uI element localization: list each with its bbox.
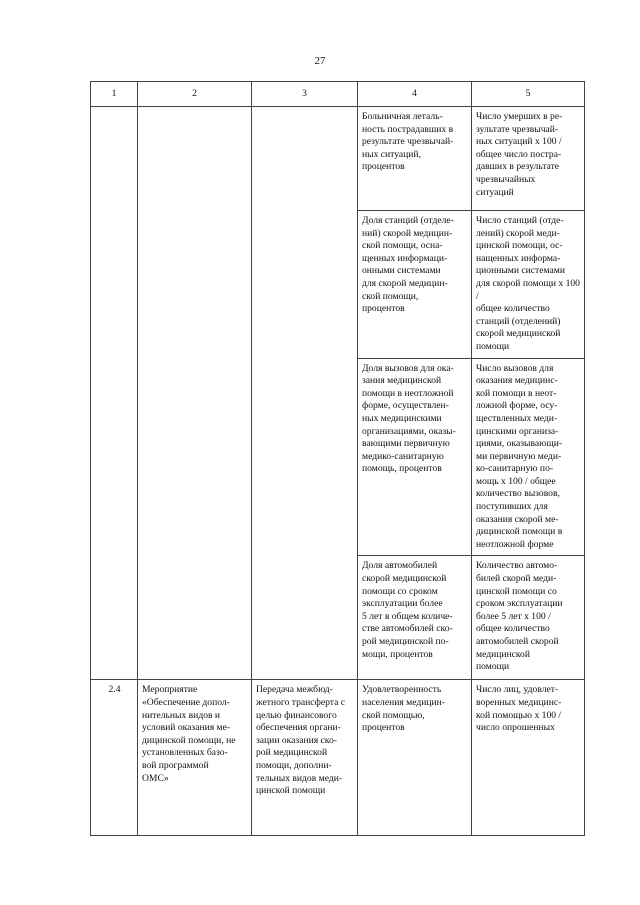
- indicator-name-cell: Больничная леталь- ность пострадавших в результате чрезвычай- ных ситуаций, процентов: [358, 107, 472, 211]
- header-cell: 5: [472, 82, 585, 107]
- table-header-row: [91, 82, 585, 107]
- indicator-name-cell: Доля автомобилей скорой медицинской помощи со сроком эксплуатации более 5 лет в общем количе- стве автомобилей ско- рой медицинской по- мощи, процентов: [358, 556, 472, 680]
- header-cell: 2: [138, 82, 252, 107]
- header-cell: 1: [91, 82, 138, 107]
- measure-cell: Мероприятие «Обеспечение допол- нительных видов и условий оказания ме- дицинской помощи, не установленных базо- вой программой ОМС»: [138, 680, 252, 836]
- indicator-formula-cell: Число умерших в ре- зультате чрезвычай- ных ситуаций х 100 / общее число постра- давших в результате чрезвычайных ситуаций: [472, 107, 585, 211]
- header-cell: 4: [358, 82, 472, 107]
- page-number: 27: [314, 55, 326, 67]
- indicator-formula-cell: Число вызовов для оказания медицинс- кой помощи в неот- ложной форме, осу- ществленных меди- цинскими организа- циями, оказывающи- ми первичную меди- ко-санитарную по- мощь х 100 / общее количество вызовов, поступивших для оказания скорой ме- дицинской помощи в неотложной форме: [472, 358, 585, 556]
- indicator-formula-cell: Число лиц, удовлет- воренных медицинс- кой помощью х 100 / число опрошенных: [472, 680, 585, 836]
- indicator-name-cell: Доля станций (отделе- ний) скорой медицин- ской помощи, осна- щенных информаци- онными системами для скорой медицин- ской помощи, процентов: [358, 211, 472, 359]
- header-cell: 3: [252, 82, 358, 107]
- item-number-cell: [91, 107, 138, 680]
- indicator-formula-cell: Количество автомо- билей скорой меди- цинской помощи со сроком эксплуатации более 5 лет х 100 / общее количество автомобилей скорой медицинской помощи: [472, 556, 585, 680]
- description-cell: Передача межбюд- жетного трансферта с целью финансового обеспечения органи- зации оказания ско- рой медицинской помощи, дополни- тельных видов меди- цинской помощи: [252, 680, 358, 836]
- description-cell: [252, 107, 358, 680]
- indicator-name-cell: Удовлетворенность населения медицин- ской помощью, процентов: [358, 680, 472, 836]
- measure-cell: [138, 107, 252, 680]
- item-number-cell: 2.4: [91, 680, 138, 836]
- indicator-formula-cell: Число станций (отде- лений) скорой меди- цинской помощи, ос- нащенных информа- ционными системами для скорой помощи х 100 / общее количество станций (отделений) скорой медицинской помощи: [472, 211, 585, 359]
- indicators-table: [90, 81, 585, 836]
- indicator-name-cell: Доля вызовов для ока- зания медицинской помощи в неотложной форме, осуществлен- ных медицинскими организациями, оказы- вающими первичную медико-санитарную помощь, процентов: [358, 358, 472, 556]
- table-row: [91, 680, 585, 836]
- table-row: [91, 107, 585, 211]
